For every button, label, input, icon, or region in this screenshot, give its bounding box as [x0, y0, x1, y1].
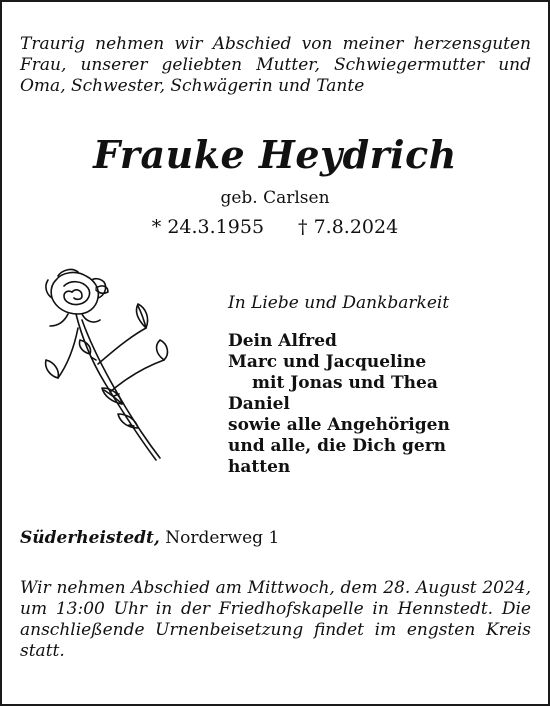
location: [20, 528, 279, 548]
intro-text: Traurig nehmen wir Abschied von meiner herzensguten Frau, unserer geliebten Mutter, Schwiegermutter und Oma, Schwester, Schwägerin und Tante: [20, 34, 531, 96]
rose-drawing-icon: [38, 268, 188, 468]
death-date: † 7.8.2024: [298, 216, 399, 238]
deceased-name: Frauke Heydrich: [93, 132, 457, 177]
family-line: mit Jonas und Thea: [252, 373, 438, 393]
location-place: Süderheistedt,: [20, 528, 160, 548]
life-dates: [0, 216, 550, 238]
birth-name: geb. Carlsen: [220, 188, 330, 208]
thanks-line: In Liebe und Dankbarkeit: [228, 293, 450, 313]
family-list: [228, 331, 528, 478]
family-line: sowie alle Angehörigen: [228, 415, 450, 435]
family-line: hatten: [228, 457, 291, 477]
family-line: Daniel: [228, 394, 290, 414]
family-line: und alle, die Dich gern: [228, 436, 447, 456]
family-line: Marc und Jacqueline: [228, 352, 427, 372]
funeral-details: Wir nehmen Abschied am Mittwoch, dem 28. August 2024, um 13:00 Uhr in der Friedhofskapelle in Hennstedt. Die anschließende Urnenbeisetzung findet im engsten Kreis statt.: [20, 578, 531, 661]
family-line: Dein Alfred: [228, 331, 337, 351]
birth-date: * 24.3.1955: [151, 216, 265, 238]
location-street: Norderweg 1: [165, 528, 280, 548]
